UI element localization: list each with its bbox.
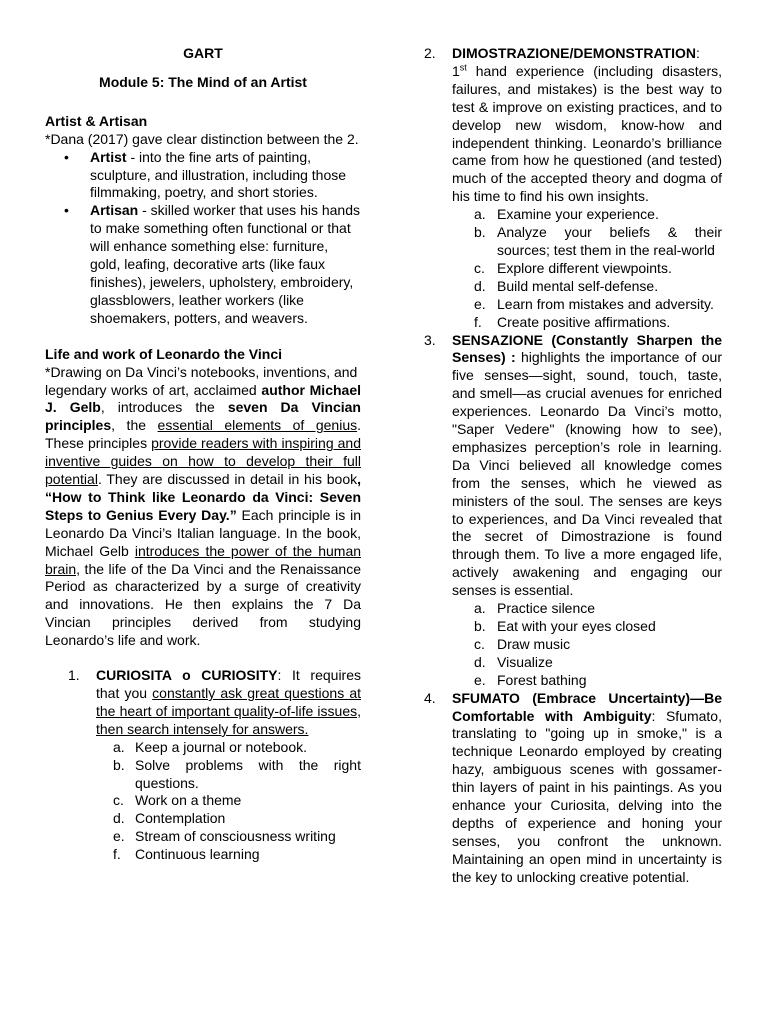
definition-artist: - into the fine arts of painting, sculpture, and illustration, including those filmmaking, poetry, and short stories. (90, 148, 347, 201)
list-item: c. Explore different viewpoints. (474, 259, 672, 276)
principle-number: 1. (68, 667, 80, 684)
list-item: f. Continuous learning (113, 846, 260, 863)
term-artisan: Artisan (90, 202, 139, 219)
principle-3 (424, 332, 722, 690)
course-code: GART (183, 45, 223, 61)
list-item: b. Eat with your eyes closed (474, 618, 656, 634)
principle-title: DIMOSTRAZIONE/DEMONSTRATION (452, 45, 696, 61)
principle-description: Sfumato, translating to "going up in smoke," is a technique Leonardo employed by creating hazy, ambiguous scenes with gossamer-thin layers of paint in his paintings. As you enhance your Curiosita, delving into the depths of experience and honing your senses, you confront the unknown. Maintaining an open mind in uncertainty is the key to unlocking creative potential. (452, 707, 722, 885)
list-item: e. Forest bathing (474, 671, 587, 688)
principle-title: CURIOSITA o CURIOSITY (96, 667, 278, 684)
list-item: e. Stream of consciousness writing (113, 828, 336, 845)
bullet-icon: • (64, 148, 69, 165)
module-title: Module 5: The Mind of an Artist (99, 73, 307, 90)
list-item: a. Examine your experience. (474, 206, 659, 223)
right-column (424, 45, 722, 887)
principle-title: SENSAZIONE (Constantly Sharpen the Senses) : (452, 331, 722, 366)
list-item: b. Analyze your beliefs & their sources; test them in the real-world (474, 224, 722, 258)
list-item: e. Learn from mistakes and adversity. (474, 295, 714, 312)
principle-2: 2. DIMOSTRAZIONE/DEMONSTRATION: 1st hand experience (including disasters, failures, and mistakes) is the best way to test & improve on existing practices, and to develop new wisdom, know-how and independent thinking. Leonardo’s brilliance came from how he questioned (and tested) much of the accepted theory and dogma of his time to find his own insights. a. Examine your experience. b. Analyze your beliefs & their sources; test them in the real-world c. Explore different viewpoints. d. Build mental self-defense. e. Learn from mistakes and adversity. f. Create positive affirmations. (424, 45, 722, 330)
leonardo-heading: Life and work of Leonardo the Vinci (45, 345, 282, 362)
list-item-artist (45, 149, 361, 203)
list-item: a. Keep a journal or notebook. (113, 738, 308, 755)
list-item-artisan (45, 202, 361, 327)
principle-number: 3. (424, 331, 436, 348)
leonardo-intro: *Drawing on Da Vinci’s notebooks, inventions, and (45, 363, 358, 380)
principle-4: 4. SFUMATO (Embrace Uncertainty)—Be Comfortable with Ambiguity: Sfumato, translating to "going up in smoke," is a technique Leonardo employed by creating hazy, ambiguous scenes with gossamer-thin layers of paint in his paintings. As you enhance your Curiosita, delving into the depths of experience and honing your senses, you confront the unknown. Maintaining an open mind in uncertainty is the key to unlocking creative potential. (424, 689, 722, 885)
principle-number: 4. (424, 689, 436, 706)
list-item: c. Draw music (474, 635, 571, 652)
artist-artisan-intro: *Dana (2017) gave clear distinction between the 2. (45, 130, 359, 147)
leonardo-paragraph: legendary works of art, acclaimed author Michael J. Gelb, introduces the seven Da Vincian principles, the essential elements of genius. These principles provide readers with inspiring and inventive guides on how to develop their full potential. They are discussed in detail in his book, “How to Think like Leonardo da Vinci: Seven Steps to Genius Every Day.” Each principle is in Leonardo Da Vinci’s Italian language. In the book, Michael Gelb introduces the power of the human brain, the life of the Da Vinci and the Renaissance Period as characterized by a surge of creativity and innovations. He then explains the 7 Da Vincian principles derived from studying Leonardo’s life and work. (45, 381, 362, 649)
principle-description: constantly ask great questions at the heart of important quality-of-life issues, then search intensely for answers. (96, 685, 361, 737)
list-item: d. Build mental self-defense. (474, 277, 659, 294)
principle-number: 2. (424, 45, 436, 61)
bullet-icon: • (64, 202, 69, 219)
principle-title: SFUMATO (Embrace Uncertainty)—Be Comfortable with Ambiguity (452, 689, 722, 724)
list-item: a. Practice silence (474, 600, 596, 617)
list-item: c. Work on a theme (113, 792, 242, 809)
principle-1: 1. CURIOSITA o CURIOSITY: It requires that you constantly ask great questions at the heart of important quality-of-life issues, then search intensely for answers. a. Keep a journal or notebook. b. Solve problems with the right questions. c. Work on a theme d. Contemplation e. Stream of consciousness writing f. Continuous learning (68, 667, 361, 863)
list-item: f. Create positive affirmations. (474, 313, 671, 330)
list-item: b. Solve problems with the right questions. (113, 756, 361, 791)
list-item: d. Contemplation (113, 810, 226, 827)
artist-artisan-heading: Artist & Artisan (45, 112, 148, 129)
left-column (45, 45, 361, 864)
principle-description: hand experience (including disasters, failures, and mistakes) is the best way to test & improve on existing practices, and to develop new wisdom, know-how and independent thinking. Leonardo’s brilliance came from how he questioned (and tested) much of the accepted theory and dogma of his time to find his own insights. (452, 62, 722, 205)
term-artist: Artist (90, 148, 127, 165)
list-item: d. Visualize (474, 653, 553, 670)
principle-description: highlights the importance of our five senses—sight, sound, touch, taste, and smell—as crucial avenues for enriched experiences. Leonardo Da Vinci’s motto, "Saper Vedere" (knowing how to see), emphasizes perception’s role in learning. Da Vinci believed all knowledge comes from the senses, which he viewed as ministers of the soul. The senses are keys to experiences, and Da Vinci revealed that the secret of Dimostrazione is found through them. To live a more engaged life, actively awakening and engaging our senses is essential. (452, 349, 722, 599)
definition-artisan: - skilled worker that uses his hands to make something often functional or that will enhance something else: furniture, gold, leafing, decorative arts (like faux finishes), jewelers, upholstery, embroidery, glassblowers, leather workers (like shoemakers, potters, and weavers. (90, 202, 360, 326)
